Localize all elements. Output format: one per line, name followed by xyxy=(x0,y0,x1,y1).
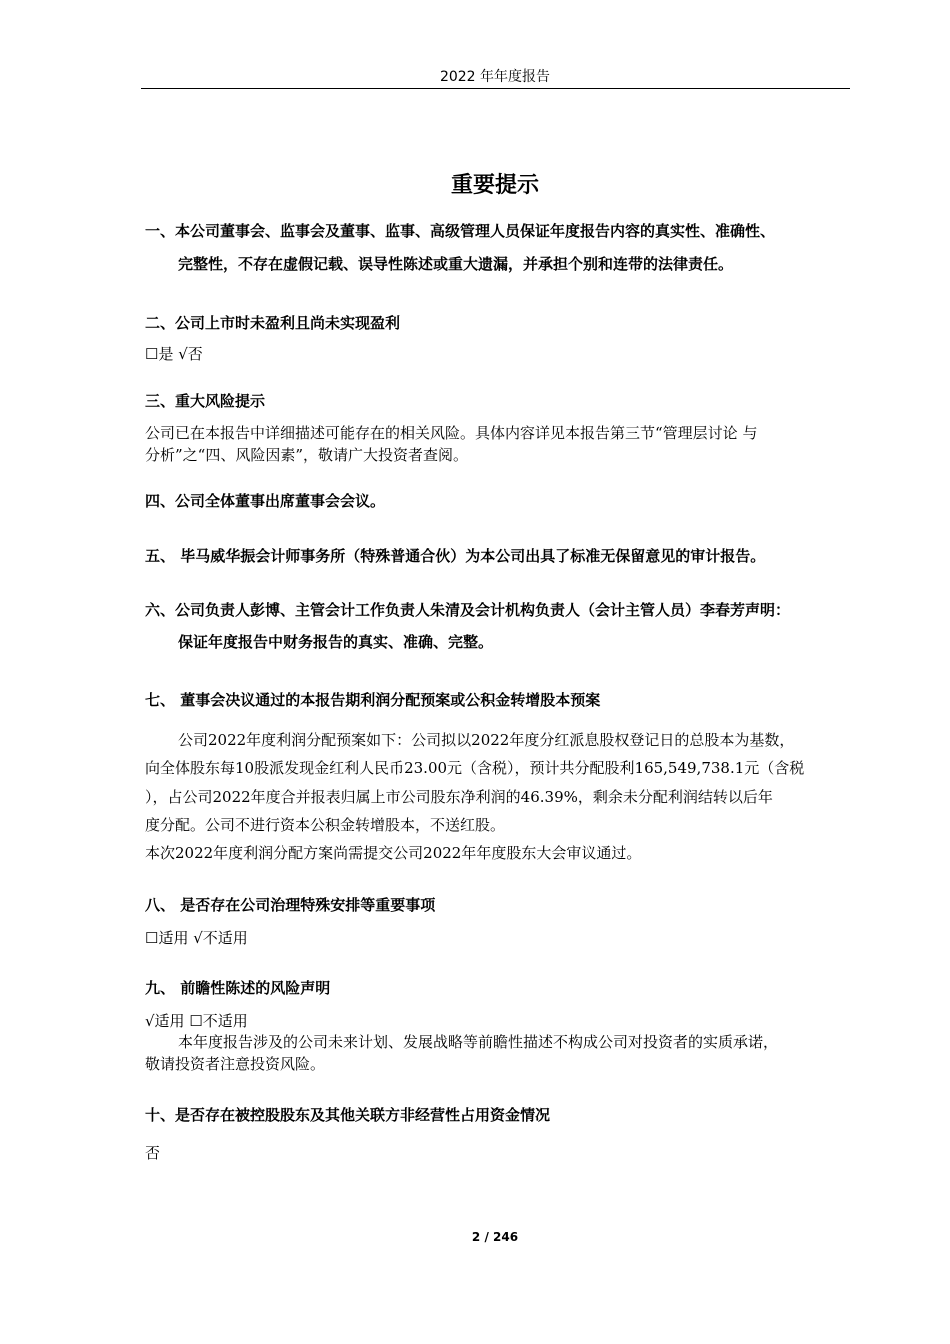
section-6-line-2: 保证年度报告中财务报告的真实、准确、完整。 xyxy=(178,633,494,651)
section-7-body-line-3: ），占公司2022年度合并报表归属上市公司股东净利润的46.39%，剩余未分配利润结转以后年 xyxy=(145,788,773,806)
section-3-body-line-1: 公司已在本报告中详细描述可能存在的相关风险。具体内容详见本报告第三节“管理层讨论 与 xyxy=(145,424,758,442)
header-rule xyxy=(141,88,850,89)
page-title: 重要提示 xyxy=(450,173,539,198)
section-1-line-1: 一、本公司董事会、监事会及董事、监事、高级管理人员保证年度报告内容的真实性、准确性、 xyxy=(145,222,776,240)
section-1-line-2: 完整性，不存在虚假记载、误导性陈述或重大遗漏，并承担个别和连带的法律责任。 xyxy=(178,255,734,273)
section-5-heading: 五、 毕马威华振会计师事务所（特殊普通合伙）为本公司出具了标准无保留意见的审计报告。 xyxy=(145,547,766,565)
section-6-line-1: 六、公司负责人彭博、主管会计工作负责人朱清及会计机构负责人（会计主管人员）李春芳声明： xyxy=(145,601,791,619)
section-7-body-line-5: 本次2022年度利润分配方案尚需提交公司2022年年度股东大会审议通过。 xyxy=(145,844,642,862)
section-2-heading: 二、公司上市时未盈利且尚未实现盈利 xyxy=(145,314,401,332)
section-9-heading: 九、 前瞻性陈述的风险声明 xyxy=(145,979,331,997)
section-7-body-line-4: 度分配。公司不进行资本公积金转增股本，不送红股。 xyxy=(145,816,506,834)
section-3-heading: 三、重大风险提示 xyxy=(145,392,266,410)
running-header: 2022 年年度报告 xyxy=(439,69,551,85)
section-9-checkbox-line: √适用 ☐不适用 xyxy=(145,1012,248,1030)
section-8-heading: 八、 是否存在公司治理特殊安排等重要事项 xyxy=(145,896,436,914)
section-9-body-line-2: 敬请投资者注意投资风险。 xyxy=(145,1055,326,1073)
page-number: 2 / 246 xyxy=(471,1230,519,1244)
section-7-body-line-1: 公司2022年度利润分配预案如下：公司拟以2022年度分红派息股权登记日的总股本为基数， xyxy=(178,731,795,749)
section-7-heading: 七、 董事会决议通过的本报告期利润分配预案或公积金转增股本预案 xyxy=(145,691,601,709)
section-9-body-line-1: 本年度报告涉及的公司未来计划、发展战略等前瞻性描述不构成公司对投资者的实质承诺， xyxy=(178,1033,779,1051)
section-7-body-line-2: 向全体股东每10股派发现金红利人民币23.00元（含税），预计共分配股利165,549,738.1元（含税 xyxy=(145,759,805,777)
section-4-heading: 四、公司全体董事出席董事会会议。 xyxy=(145,492,386,510)
section-3-body-line-2: 分析”之“四、风险因素”，敬请广大投资者查阅。 xyxy=(145,446,469,464)
section-10-heading: 十、是否存在被控股股东及其他关联方非经营性占用资金情况 xyxy=(145,1106,551,1124)
section-8-checkbox-line: ☐适用 √不适用 xyxy=(145,929,248,947)
section-2-checkbox-line: ☐是 √否 xyxy=(145,345,203,363)
section-10-answer: 否 xyxy=(145,1144,161,1162)
